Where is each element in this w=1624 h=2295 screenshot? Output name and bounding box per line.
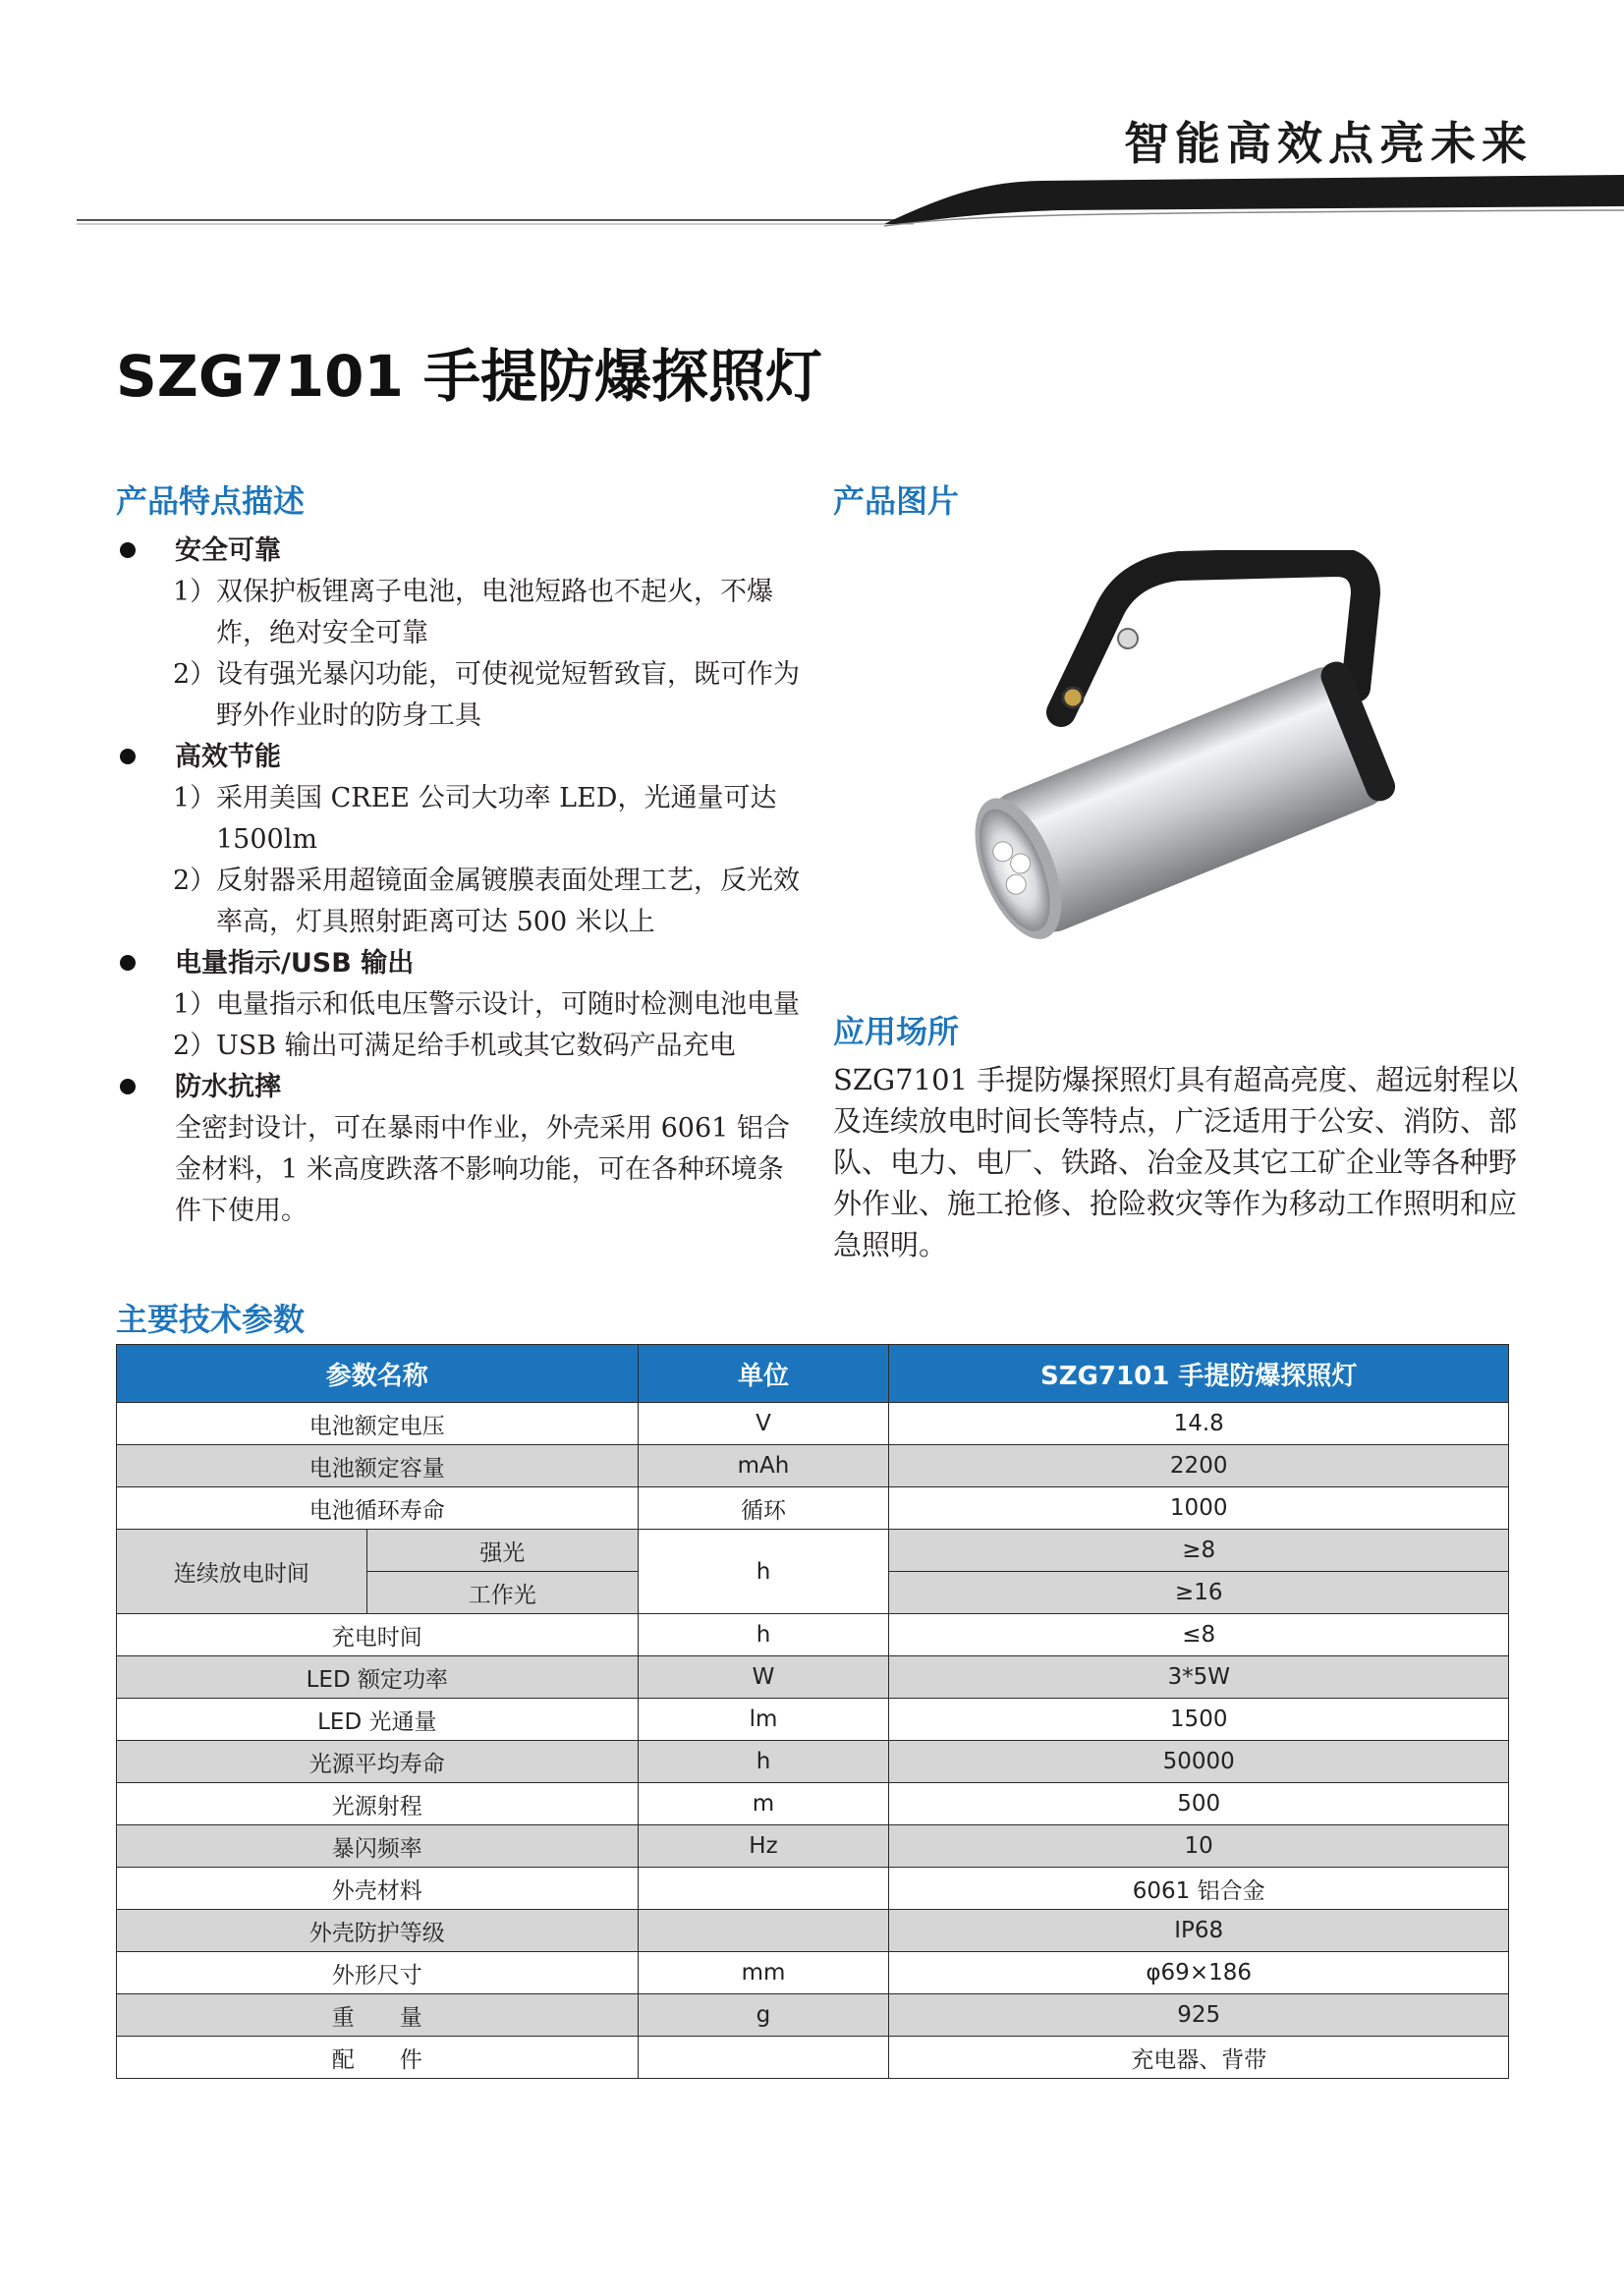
table-row: 电池额定电压 V 14.8 [117,1403,1509,1445]
feature-title: 安全可靠 [116,531,804,572]
header-slogan: 智能高效点亮未来 [1124,117,1533,170]
column-header: 参数名称 [117,1345,639,1403]
bullet-icon [120,955,136,971]
column-header: SZG7101 手提防爆探照灯 [889,1345,1509,1403]
page-title: SZG7101 手提防爆探照灯 [116,343,823,410]
table-row: 重 量 g 925 [117,1994,1509,2037]
table-row: 光源射程 m 500 [117,1783,1509,1825]
column-header: 单位 [638,1345,889,1403]
table-row: 电池循环寿命 循环 1000 [117,1487,1509,1530]
feature-item: 1） 电量指示和低电压警示设计，可随时检测电池电量 [173,989,800,1020]
features-heading: 产品特点描述 [116,482,306,520]
table-row: 工作光 ≥16 [117,1572,1509,1614]
application-text: SZG7101 手提防爆探照灯具有超高亮度、超远射程以及连续放电时间长等特点，广泛适用于公安、消防、部队、电力、电厂、铁路、冶金及其它工矿企业等各种野外作业、施工抢修、抢险救灾等作为移动工作照明和应急照明。 [833,1063,1519,1261]
table-row: 配 件 充电器、背带 [117,2037,1509,2079]
application-heading: 应用场所 [833,1013,960,1050]
feature-group-waterproof [116,1067,804,1232]
table-row: 光源平均寿命 h 50000 [117,1741,1509,1783]
merged-unit-cell: h [638,1530,889,1614]
header-swoosh-rule [0,167,1624,236]
bullet-icon [120,542,136,558]
table-header-row [117,1345,1509,1403]
specs-table [116,1344,1509,2079]
feature-item: 2） 设有强光暴闪功能，可使视觉短暂致盲，既可作为野外作业时的防身工具 [173,659,800,731]
feature-title: 防水抗摔 [116,1067,804,1108]
specs-heading: 主要技术参数 [116,1301,306,1338]
bullet-icon [120,749,136,764]
feature-group-usb [116,943,804,1067]
table-row: 外壳材料 6061 铝合金 [117,1868,1509,1910]
feature-item: 1） 采用美国 CREE 公司大功率 LED，光通量可达 1500lm [173,783,777,855]
bullet-icon [120,1079,136,1094]
feature-group-efficiency [116,737,804,943]
table-row: 暴闪频率 Hz 10 [117,1825,1509,1868]
table-row: 充电时间 h ≤8 [117,1614,1509,1656]
feature-desc: 全密封设计，可在暴雨中作业，外壳采用 6061 铝合金材料，1 米高度跌落不影响功能，可在各种环境条件下使用。 [175,1113,790,1226]
feature-title: 电量指示/USB 输出 [116,943,804,984]
flashlight-product-image [943,550,1395,963]
feature-group-safety [116,531,804,737]
features-list [116,531,804,1232]
feature-item: 2） USB 输出可满足给手机或其它数码产品充电 [173,1031,736,1061]
merged-param-cell: 连续放电时间 [117,1530,367,1614]
feature-item: 1） 双保护板锂离子电池，电池短路也不起火，不爆炸，绝对安全可靠 [173,577,773,648]
feature-item: 2） 反射器采用超镜面金属镀膜表面处理工艺，反光效率高，灯具照射距离可达 500 米以上 [173,866,800,937]
table-row: 电池额定容量 mAh 2200 [117,1445,1509,1487]
feature-title: 高效节能 [116,737,804,778]
table-row: 外壳防护等级 IP68 [117,1910,1509,1952]
table-row: 连续放电时间 强光 h ≥8 [117,1530,1509,1572]
table-row: LED 光通量 lm 1500 [117,1699,1509,1741]
table-row: LED 额定功率 W 3*5W [117,1656,1509,1699]
product-image-heading: 产品图片 [833,482,960,520]
table-row: 外形尺寸 mm φ69×186 [117,1952,1509,1994]
